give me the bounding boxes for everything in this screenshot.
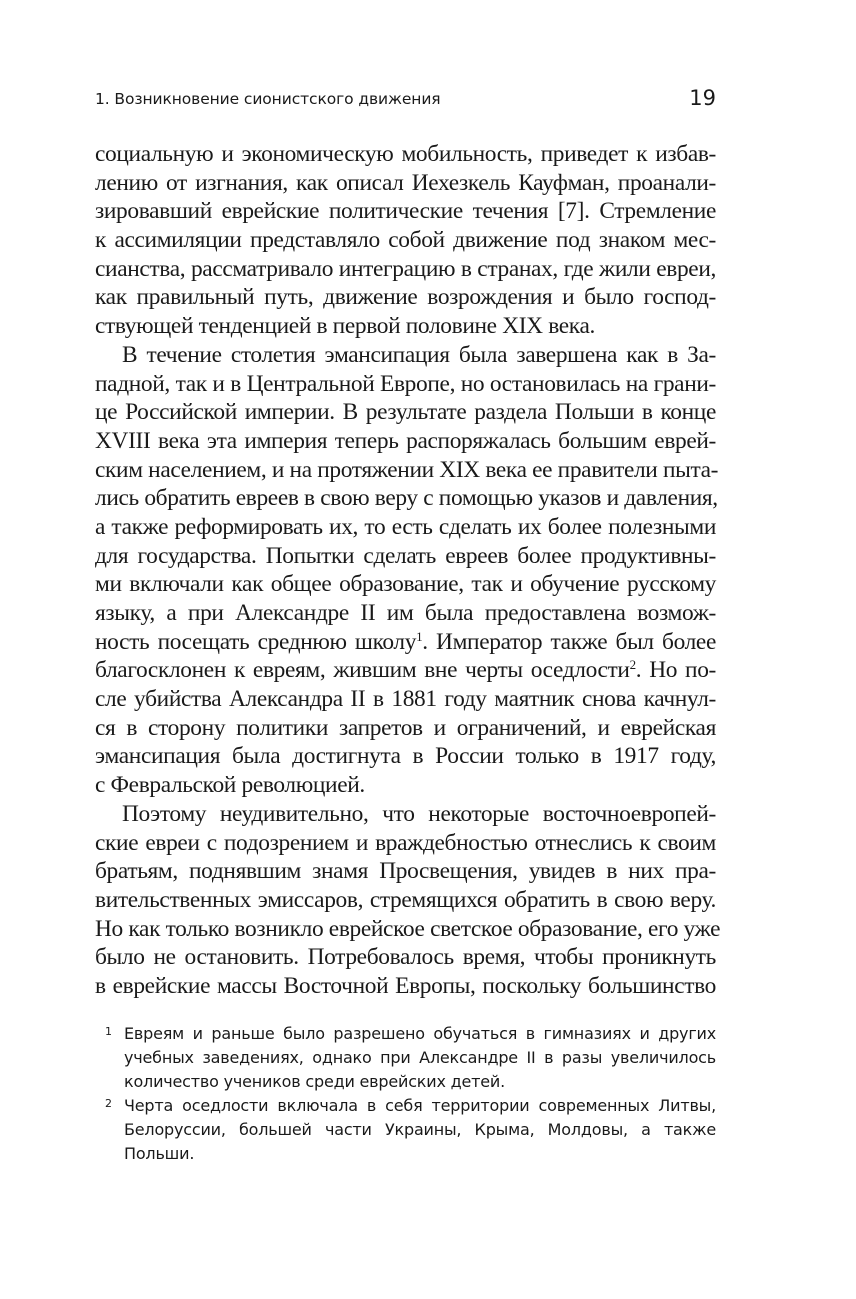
text-line: было не остановить. Потребовалось время, чтобы проникнуть: [95, 944, 716, 971]
paragraph-3: [95, 800, 721, 1001]
text-line: сианства, рассматривало интеграцию в странах, где жили евреи,: [95, 255, 716, 282]
footnote-2: [95, 1094, 716, 1166]
text-line: братьям, поднявшим знамя Просвещения, увидев в них пра-: [95, 858, 716, 885]
chapter-title: 1. Возникновение сионистского движения: [95, 90, 441, 108]
text-line: как правильный путь, движение возрождения и было господ-: [95, 284, 716, 311]
footnote-reference[interactable]: 1: [416, 628, 423, 644]
text-line: зировавший еврейские политические течения [7]. Стремление: [95, 198, 716, 225]
text-run: ность посещать среднюю школу: [95, 628, 417, 655]
paragraph-1: [95, 140, 716, 341]
footnote-mark: 1: [105, 1025, 112, 1038]
text-line: лись обратить евреев в свою веру с помощью указов и давления,: [95, 485, 718, 512]
text-line: в еврейские массы Восточной Европы, поскольку большинство: [95, 972, 716, 999]
text-line: эмансипация была достигнута в России только в 1917 году,: [95, 743, 716, 770]
footnote-1: [95, 1022, 716, 1094]
page-number: 19: [689, 86, 716, 110]
text-run: . Но по-: [635, 657, 716, 684]
text-line: с Февральской революцией.: [95, 772, 365, 799]
footnote-line: Черта оседлости включала в себя территории современных Литвы,: [124, 1096, 716, 1115]
footnote-reference[interactable]: 2: [629, 657, 636, 673]
text-line: В течение столетия эмансипация была завершена как в За-: [122, 341, 716, 368]
text-line: ми включали как общее образование, так и обучение русскому: [95, 571, 716, 598]
footnote-line: Белоруссии, большей части Украины, Крыма, Молдовы, а также: [124, 1120, 716, 1139]
text-line: падной, так и в Центральной Европе, но остановилась на грани-: [95, 370, 716, 397]
text-run: благосклонен к евреям, жившим вне черты оседлости: [95, 657, 630, 684]
footnote-line: количество учеников среди еврейских детей.: [124, 1072, 505, 1091]
text-line: а также реформировать их, то есть сделать их более полезными: [95, 513, 716, 540]
footnote-mark: 2: [105, 1097, 112, 1110]
running-head: [95, 86, 716, 116]
footnotes: [95, 1022, 716, 1166]
text-line: Поэтому неудивительно, что некоторые восточноевропей-: [122, 800, 716, 827]
footnote-line: Евреям и раньше было разрешено обучаться в гимназиях и других: [124, 1024, 716, 1043]
text-line: це Российской империи. В результате раздела Польши в конце: [95, 399, 716, 426]
text-line: для государства. Попытки сделать евреев более продуктивны-: [95, 542, 716, 569]
text-line: лению от изгнания, как описал Иехезкель Кауфман, проанали-: [95, 169, 716, 196]
text-line-with-footnote: [95, 628, 716, 657]
text-line: ствующей тенденцией в первой половине XIX века.: [95, 313, 595, 340]
text-line: ся в сторону политики запретов и ограничений, и еврейская: [95, 714, 716, 741]
text-line: Но как только возникло еврейское светское образование, его уже: [95, 915, 721, 942]
text-line: к ассимиляции представляло собой движение под знаком мес-: [95, 227, 716, 254]
text-run: . Император также был более: [422, 628, 716, 655]
footnote-line: учебных заведениях, однако при Александре II в разы увеличилось: [124, 1048, 716, 1067]
body-text: [95, 140, 721, 1001]
text-line: ским населением, и на протяжении XIX века ее правители пыта-: [95, 456, 719, 483]
text-line: ские евреи с подозрением и враждебностью отнеслись к своим: [95, 829, 716, 856]
footnote-line: Польши.: [124, 1144, 195, 1163]
text-line: сле убийства Александра II в 1881 году маятник снова качнул-: [95, 686, 716, 713]
paragraph-2: [95, 341, 719, 800]
text-line-with-footnote: [95, 656, 716, 685]
text-line: социальную и экономическую мобильность, приведет к избав-: [95, 141, 716, 167]
text-line: XVIII века эта империя теперь распоряжалась большим еврей-: [95, 427, 716, 454]
text-line: языку, а при Александре II им была предоставлена возмож-: [95, 600, 716, 626]
text-line: вительственных эмиссаров, стремящихся обратить в свою веру.: [95, 886, 716, 913]
